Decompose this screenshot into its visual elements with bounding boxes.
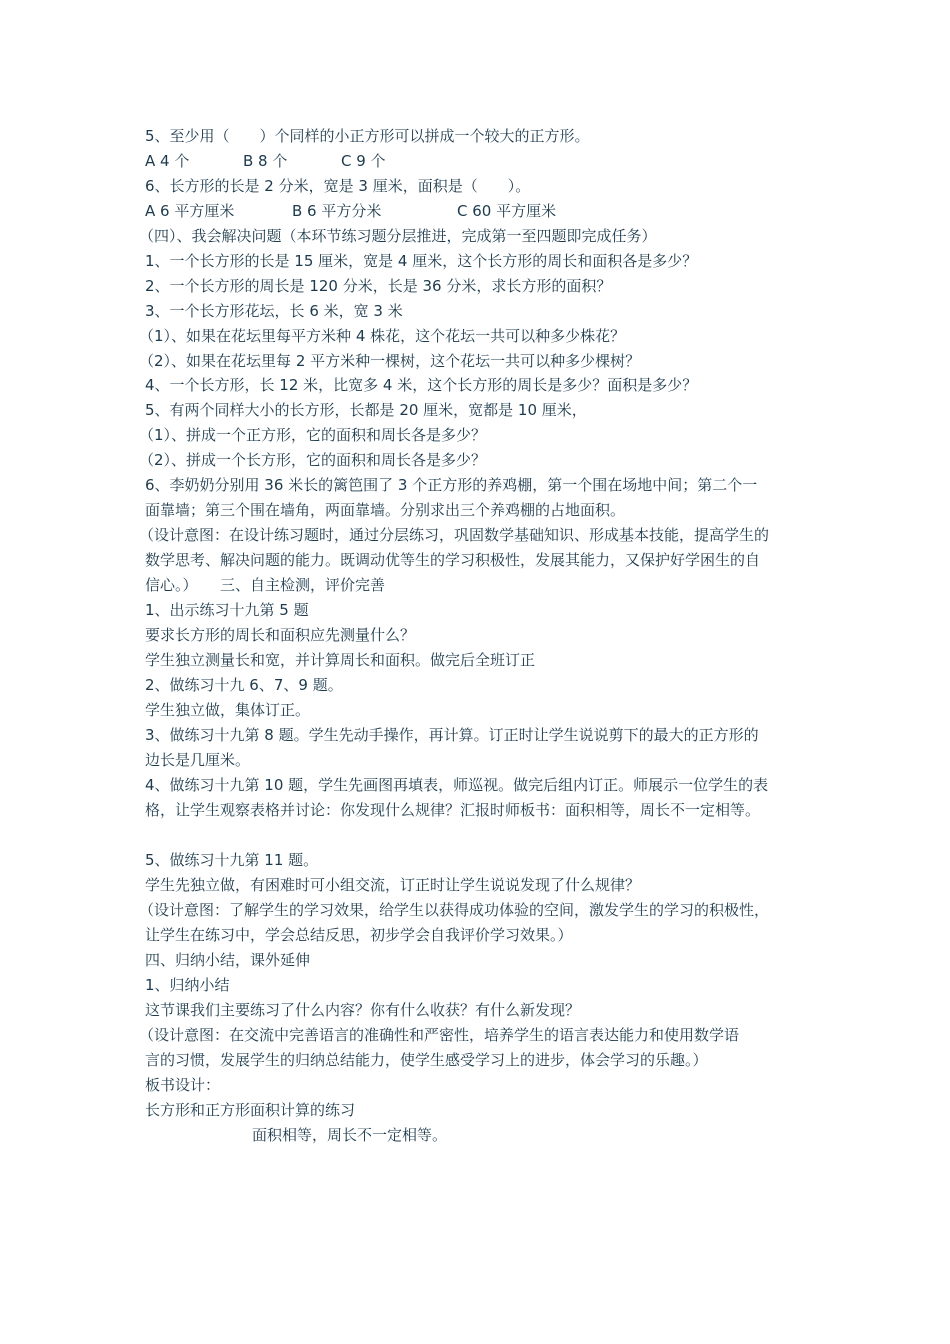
check-3-line-1: 3、做练习十九第 8 题。学生先动手操作，再计算。订正时让学生说说剪下的最大的正方形的 <box>145 726 759 744</box>
q6-option-c: C 60 平方厘米 <box>457 202 557 220</box>
check-5: 5、做练习十九第 11 题。 <box>145 851 319 869</box>
check-1-activity: 学生独立测量长和宽，并计算周长和面积。做完后全班订正 <box>145 651 536 669</box>
board-design-title: 长方形和正方形面积计算的练习 <box>145 1101 356 1119</box>
problem-3-part-2: （2）、如果在花坛里每 2 平方米种一棵树，这个花坛一共可以种多少棵树？ <box>139 352 641 370</box>
check-2: 2、做练习十九 6、7、9 题。 <box>145 676 343 694</box>
check-2-activity: 学生独立做，集体订正。 <box>145 701 311 719</box>
board-design-note: 面积相等，周长不一定相等。 <box>252 1126 448 1144</box>
problem-3-part-1: （1）、如果在花坛里每平方米种 4 株花，这个花坛一共可以种多少株花？ <box>139 327 626 345</box>
design-intent-1-line-3: 信心。） 三、自主检测，评价完善 <box>145 576 386 594</box>
problem-1: 1、一个长方形的长是 15 厘米，宽是 4 厘米，这个长方形的周长和面积各是多少？ <box>145 252 698 270</box>
problem-5: 5、有两个同样大小的长方形，长都是 20 厘米，宽都是 10 厘米， <box>145 401 587 419</box>
design-intent-3-line-2: 言的习惯，发展学生的归纳总结能力，使学生感受学习上的进步，体会学习的乐趣。） <box>145 1051 708 1069</box>
board-design-label: 板书设计： <box>145 1076 221 1094</box>
q6-option-b: B 6 平方分米 <box>292 202 382 220</box>
design-intent-2-line-2: 让学生在练习中，学会总结反思，初步学会自我评价学习效果。） <box>145 926 573 944</box>
problem-2: 2、一个长方形的周长是 120 分米，长是 36 分米，求长方形的面积？ <box>145 277 612 295</box>
question-6: 6、长方形的长是 2 分米，宽是 3 厘米，面积是（ ）。 <box>145 177 531 195</box>
problem-6-line-2: 面靠墙；第三个围在墙角，两面靠墙。分别求出三个养鸡棚的占地面积。 <box>145 501 626 519</box>
q5-option-b: B 8 个 <box>243 152 288 170</box>
summary-question: 这节课我们主要练习了什么内容？你有什么收获？有什么新发现？ <box>145 1001 581 1019</box>
question-5: 5、至少用（ ）个同样的小正方形可以拼成一个较大的正方形。 <box>145 127 590 145</box>
design-intent-1-line-2: 数学思考、解决问题的能力。既调动优等生的学习积极性，发展其能力，又保护好学困生的自 <box>145 551 761 569</box>
check-1-question: 要求长方形的周长和面积应先测量什么？ <box>145 626 416 644</box>
check-4-line-1: 4、做练习十九第 10 题，学生先画图再填表，师巡视。做完后组内订正。师展示一位学生的表 <box>145 776 769 794</box>
summary-item-1: 1、归纳小结 <box>145 976 230 994</box>
check-4-line-2: 格，让学生观察表格并讨论：你发现什么规律？汇报时师板书：面积相等，周长不一定相等。 <box>145 801 761 819</box>
problem-5-part-1: （1）、拼成一个正方形，它的面积和周长各是多少？ <box>139 426 487 444</box>
q5-option-c: C 9 个 <box>341 152 386 170</box>
problem-6-line-1: 6、李奶奶分别用 36 米长的篱笆围了 3 个正方形的养鸡棚，第一个围在场地中间；第二个一 <box>145 476 758 494</box>
design-intent-3-line-1: （设计意图：在交流中完善语言的准确性和严密性，培养学生的语言表达能力和使用数学语 <box>139 1026 740 1044</box>
check-5-activity: 学生先独立做，有困难时可小组交流，订正时让学生说说发现了什么规律？ <box>145 876 641 894</box>
problem-3: 3、一个长方形花坛，长 6 米，宽 3 米 <box>145 302 403 320</box>
design-intent-1-line-1: （设计意图：在设计练习题时，通过分层练习，巩固数学基础知识、形成基本技能，提高学生的 <box>139 526 770 544</box>
design-intent-2-line-1: （设计意图：了解学生的学习效果，给学生以获得成功体验的空间，激发学生的学习的积极性， <box>139 901 770 919</box>
section-summary-title: 四、归纳小结，课外延伸 <box>145 951 311 969</box>
problem-4: 4、一个长方形，长 12 米，比宽多 4 米，这个长方形的周长是多少？面积是多少？ <box>145 376 698 394</box>
check-3-line-2: 边长是几厘米。 <box>145 751 251 769</box>
q6-option-a: A 6 平方厘米 <box>145 202 235 220</box>
problem-5-part-2: （2）、拼成一个长方形，它的面积和周长各是多少？ <box>139 451 487 469</box>
section-4-title: （四）、我会解决问题（本环节练习题分层推进，完成第一至四题即完成任务） <box>139 227 657 245</box>
check-1: 1、出示练习十九第 5 题 <box>145 601 309 619</box>
q5-option-a: A 4 个 <box>145 152 190 170</box>
